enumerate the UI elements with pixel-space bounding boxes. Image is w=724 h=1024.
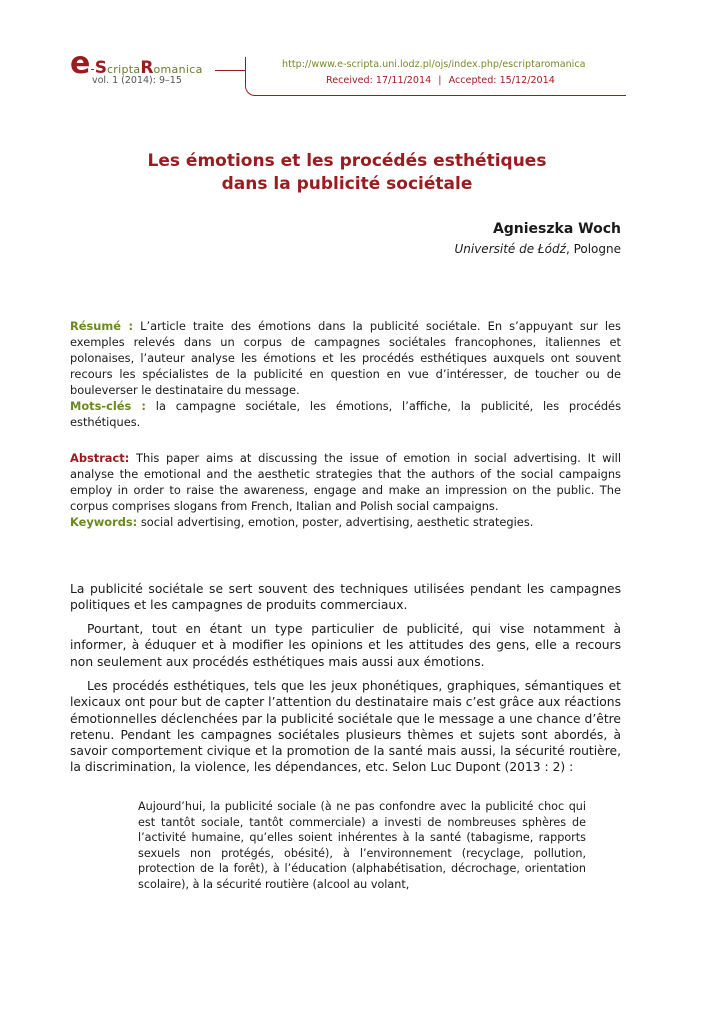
affiliation-university: Université de Łódź [454,242,566,256]
title-line-2: dans la publicité sociétale [221,174,473,194]
block-quote: Aujourd’hui, la publicité sociale (à ne pas confondre avec la publicité choc qui est tantôt sociale, tantôt commerciale) a investi de nombreuses sphères de l’activité humaine, qu’elles soient inhérentes à la santé (tabagisme, rapports sexuels non protégés, obésité), à l’environnement (recyclage, pollution, protection de la forêt), à l’éducation (alphabétisation, décrochage, orientation scolaire), à la sécurité routière (alcool au volant, [138,800,586,891]
mots-cles-label: Mots-clés : [70,399,146,413]
logo-r-cap: R [140,58,154,78]
date-separator: | [438,75,442,86]
title-line-1: Les émotions et les procédés esthétiques [147,151,547,171]
keywords-block [70,514,621,530]
accepted-date: Accepted: 15/12/2014 [448,75,555,86]
keywords-text: social advertising, emotion, poster, advertising, aesthetic strategies. [137,515,534,529]
body-paragraph-2: Pourtant, tout en étant un type particulier de publicité, qui vise notamment à informer, à éduquer et à modifier les opinions et les attitudes des gens, elle a recours non seulement aux procédés esthétiques mais aussi aux émotions. [70,622,621,669]
body-paragraph-1: La publicité sociétale se sert souvent des techniques utilisées pendant les campagnes politiques et les campagnes de produits commerciaux. [70,582,621,613]
logo-e: e [70,46,91,81]
affiliation-country: , Pologne [565,242,621,256]
resume-block [70,318,621,398]
body-paragraph-3: Les procédés esthétiques, tels que les jeux phonétiques, graphiques, sémantiques et lexicaux ont pour but de capter l’attention du destinataire mais c’est grâce aux réactions émotionnelles déclenchées par la publicité sociétale que le message a une chance d’être retenu. Pendant les campagnes sociétales plusieurs thèmes et sujets sont abordés, à savoir comportement civique et la promotion de la santé mais aussi, la sécurité routière, la discrimination, la violence, les dépendances, etc. Selon Luc Dupont (2013 : 2) : [70,679,621,775]
resume-text: L’article traite des émotions dans la publicité sociétale. En s’appuyant sur les exemples relevés dans un corpus de campagnes sociétales francophones, italiennes et polonaises, l’auteur analyse les émotions et les procédés esthétiques auxquels ont souvent recours les spécialistes de la publicité en question en vue d’intéresser, de toucher ou de bouleverser le destinataire du message. [70,319,621,398]
abstract-block [70,450,621,514]
mots-cles-block [70,398,621,430]
submission-dates [326,75,555,86]
logo-r-rest: omanica [153,63,203,76]
received-date: Received: 17/11/2014 [326,75,432,86]
mots-cles-text: la campagne sociétale, les émotions, l’affiche, la publicité, les procédés esthétiques. [70,399,621,430]
author-name: Agnieszka Woch [492,221,621,237]
abstract-text: This paper aims at discussing the issue of emotion in social advertising. It will analyse the emotional and the aesthetic strategies that the authors of the social campaigns employ in order to raise the awareness, engage and make an impression on the public. The corpus comprises slogans from French, Italian and Polish social campaigns. [70,451,621,514]
resume-label: Résumé : [70,319,134,333]
abstract-label: Abstract: [70,451,130,465]
logo-s-cap: S [94,58,107,78]
journal-url-link[interactable]: http://www.e-scripta.uni.lodz.pl/ojs/index.php/escriptaromanica [282,59,586,70]
author-affiliation [454,242,621,256]
volume-info: vol. 1 (2014): 9–15 [92,75,182,86]
logo-dash: - [90,62,95,76]
header-rule [215,70,245,71]
article-title [0,150,694,196]
logo-s-rest: cripta [106,63,141,76]
keywords-label: Keywords: [70,515,138,529]
